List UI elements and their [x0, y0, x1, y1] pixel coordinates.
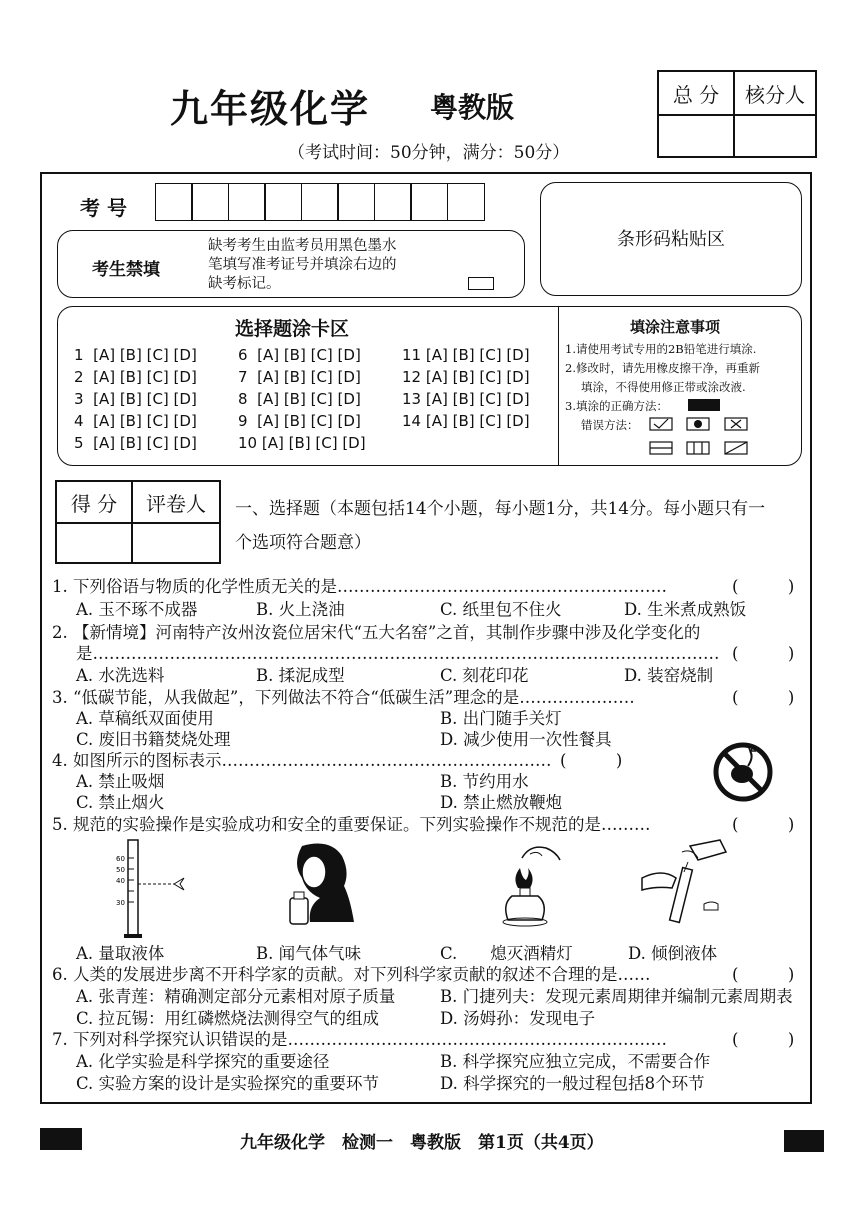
q4-option-a: A. 禁止吸烟	[76, 772, 165, 791]
answer-blank[interactable]: ( )	[732, 1030, 795, 1049]
wrong-fill-samples	[645, 414, 765, 460]
svg-text:40: 40	[116, 877, 125, 885]
grading-table	[55, 480, 221, 564]
checker-cell[interactable]	[734, 115, 816, 157]
answer-row-3[interactable]: 3 [A] [B] [C] [D]	[74, 390, 197, 408]
q1-option-b: B. 火上浇油	[256, 600, 345, 619]
no-firecrackers-sign-icon	[712, 741, 774, 803]
forbidden-text-line: 缺考标记。	[208, 276, 281, 292]
grader-label: 评卷人	[132, 481, 220, 523]
q7-option-c: C. 实验方案的设计是实验探究的重要环节	[76, 1074, 380, 1093]
q7-option-b: B. 科学探究应独立完成，不需要合作	[440, 1052, 711, 1071]
q1-option-d: D. 生米煮成熟饭	[624, 600, 747, 619]
q4-option-d: D. 禁止燃放鞭炮	[440, 793, 563, 812]
q5-option-d: D. 倾倒液体	[628, 944, 718, 963]
forbidden-label: 考生禁填	[92, 260, 160, 280]
answer-row-6[interactable]: 6 [A] [B] [C] [D]	[238, 346, 361, 364]
correct-fill-sample	[688, 399, 720, 411]
answer-blank[interactable]: ( )	[732, 644, 795, 663]
alignment-mark-right	[784, 1130, 824, 1152]
answer-card-divider	[558, 306, 559, 466]
total-score-label: 总 分	[658, 71, 734, 115]
answer-row-10[interactable]: 10 [A] [B] [C] [D]	[238, 434, 366, 452]
q6-option-a: A. 张青莲：精确测定部分元素相对原子质量	[76, 987, 396, 1006]
answer-row-7[interactable]: 7 [A] [B] [C] [D]	[238, 368, 361, 386]
question-5: 5. 规范的实验操作是实验成功和安全的重要保证。下列实验操作不规范的是………	[52, 815, 651, 834]
total-score-table	[657, 70, 817, 158]
question-7: 7. 下列对科学探究认识错误的是……………………………………………………………	[52, 1030, 667, 1049]
absence-mark-box[interactable]	[468, 277, 494, 290]
candidate-id-cells[interactable]	[156, 183, 485, 221]
q7-option-d: D. 科学探究的一般过程包括8个环节	[440, 1074, 705, 1093]
question-6: 6. 人类的发展进步离不开科学家的贡献。对下列科学家贡献的叙述不合理的是……	[52, 965, 651, 984]
barcode-area	[540, 182, 802, 296]
q1-option-a: A. 玉不琢不成器	[76, 600, 198, 619]
svg-text:60: 60	[116, 855, 125, 863]
score-label: 得 分	[56, 481, 132, 523]
answer-blank[interactable]: ( )	[732, 688, 795, 707]
answer-row-8[interactable]: 8 [A] [B] [C] [D]	[238, 390, 361, 408]
candidate-forbidden-box	[57, 230, 525, 298]
measuring-cylinder-icon	[100, 836, 200, 940]
q3-option-d: D. 减少使用一次性餐具	[440, 730, 612, 749]
forbidden-text-line: 笔填写准考证号并填涂右边的	[208, 257, 397, 273]
answer-row-14[interactable]: 14 [A] [B] [C] [D]	[402, 412, 530, 430]
q4-option-b: B. 节约用水	[440, 772, 529, 791]
q2-option-d: D. 装窑烧制	[624, 666, 714, 685]
answer-blank[interactable]: ( )	[732, 965, 795, 984]
answer-blank[interactable]: ( )	[732, 577, 795, 596]
notes-line: 3.填涂的正确方法：	[565, 399, 668, 413]
q3-option-a: A. 草稿纸双面使用	[76, 709, 214, 728]
pouring-liquid-icon	[632, 838, 732, 934]
page-title: 九年级化学	[170, 86, 371, 131]
answer-row-5[interactable]: 5 [A] [B] [C] [D]	[74, 434, 197, 452]
answer-row-9[interactable]: 9 [A] [B] [C] [D]	[238, 412, 361, 430]
answer-row-4[interactable]: 4 [A] [B] [C] [D]	[74, 412, 197, 430]
checker-label: 核分人	[734, 71, 816, 115]
page-footer: 九年级化学 检测一 粤教版 第1页（共4页）	[240, 1133, 604, 1153]
total-score-cell[interactable]	[658, 115, 734, 157]
barcode-label: 条形码粘贴区	[617, 229, 725, 250]
notes-line: 1.请使用考试专用的2B铅笔进行填涂.	[565, 342, 757, 356]
q1-option-c: C. 纸里包不住火	[440, 600, 562, 619]
question-2: 2. 【新情境】河南特产汝州汝瓷位居宋代“五大名窑”之首，其制作步骤中涉及化学变化的	[52, 623, 701, 642]
notes-line: 错误方法：	[581, 418, 639, 432]
question-2-cont: 是……………………………………………………………………………………………………	[76, 644, 720, 663]
question-1: 1. 下列俗语与物质的化学性质无关的是……………………………………………………	[52, 577, 667, 596]
svg-text:50: 50	[116, 866, 125, 874]
answer-row-13[interactable]: 13 [A] [B] [C] [D]	[402, 390, 530, 408]
q6-option-b: B. 门捷列夫：发现元素周期律并编制元素周期表	[440, 987, 793, 1006]
score-cell[interactable]	[56, 523, 132, 563]
notes-line: 填涂，不得使用修正带或涂改液.	[581, 380, 746, 394]
answer-row-12[interactable]: 12 [A] [B] [C] [D]	[402, 368, 530, 386]
q4-option-c: C. 禁止烟火	[76, 793, 165, 812]
answer-row-11[interactable]: 11 [A] [B] [C] [D]	[402, 346, 530, 364]
grader-cell[interactable]	[132, 523, 220, 563]
q7-option-a: A. 化学实验是科学探究的重要途径	[76, 1052, 330, 1071]
q3-option-c: C. 废旧书籍焚烧处理	[76, 730, 231, 749]
answer-blank[interactable]: ( )	[560, 751, 623, 770]
forbidden-text-line: 缺考考生由监考员用黑色墨水	[208, 238, 397, 254]
notes-title: 填涂注意事项	[630, 318, 721, 336]
q5-option-b: B. 闻气体气味	[256, 944, 362, 963]
q2-option-c: C. 刻花印花	[440, 666, 529, 685]
q2-option-b: B. 揉泥成型	[256, 666, 345, 685]
candidate-id-label: 考 号	[80, 196, 127, 220]
exam-info: （考试时间：50分钟，满分：50分）	[288, 143, 570, 163]
edition-label: 粤教版	[430, 91, 515, 124]
question-3: 3. “低碳节能，从我做起”，下列做法不符合“低碳生活”理念的是…………………	[52, 688, 635, 707]
alignment-mark-left	[40, 1128, 82, 1150]
q6-option-d: D. 汤姆孙：发现电子	[440, 1009, 596, 1028]
answer-blank[interactable]: ( )	[732, 815, 795, 834]
alcohol-lamp-icon	[490, 838, 570, 934]
question-4: 4. 如图所示的图标表示……………………………………………………	[52, 751, 552, 770]
svg-text:30: 30	[116, 899, 125, 907]
answer-row-1[interactable]: 1 [A] [B] [C] [D]	[74, 346, 197, 364]
notes-line: 2.修改时，请先用橡皮擦干净，再重新	[565, 361, 760, 375]
answer-card-title: 选择题涂卡区	[235, 318, 350, 340]
answer-row-2[interactable]: 2 [A] [B] [C] [D]	[74, 368, 197, 386]
q6-option-c: C. 拉瓦锡：用红磷燃烧法测得空气的组成	[76, 1009, 380, 1028]
section1-heading: 一、选择题（本题包括14个小题，每小题1分，共14分。每小题只有一 个选项符合题意）	[235, 499, 766, 553]
q5-option-c: C. 熄灭酒精灯	[440, 944, 573, 963]
smelling-gas-icon	[280, 842, 360, 930]
q3-option-b: B. 出门随手关灯	[440, 709, 562, 728]
q2-option-a: A. 水洗选料	[76, 666, 165, 685]
q5-option-a: A. 量取液体	[76, 944, 165, 963]
